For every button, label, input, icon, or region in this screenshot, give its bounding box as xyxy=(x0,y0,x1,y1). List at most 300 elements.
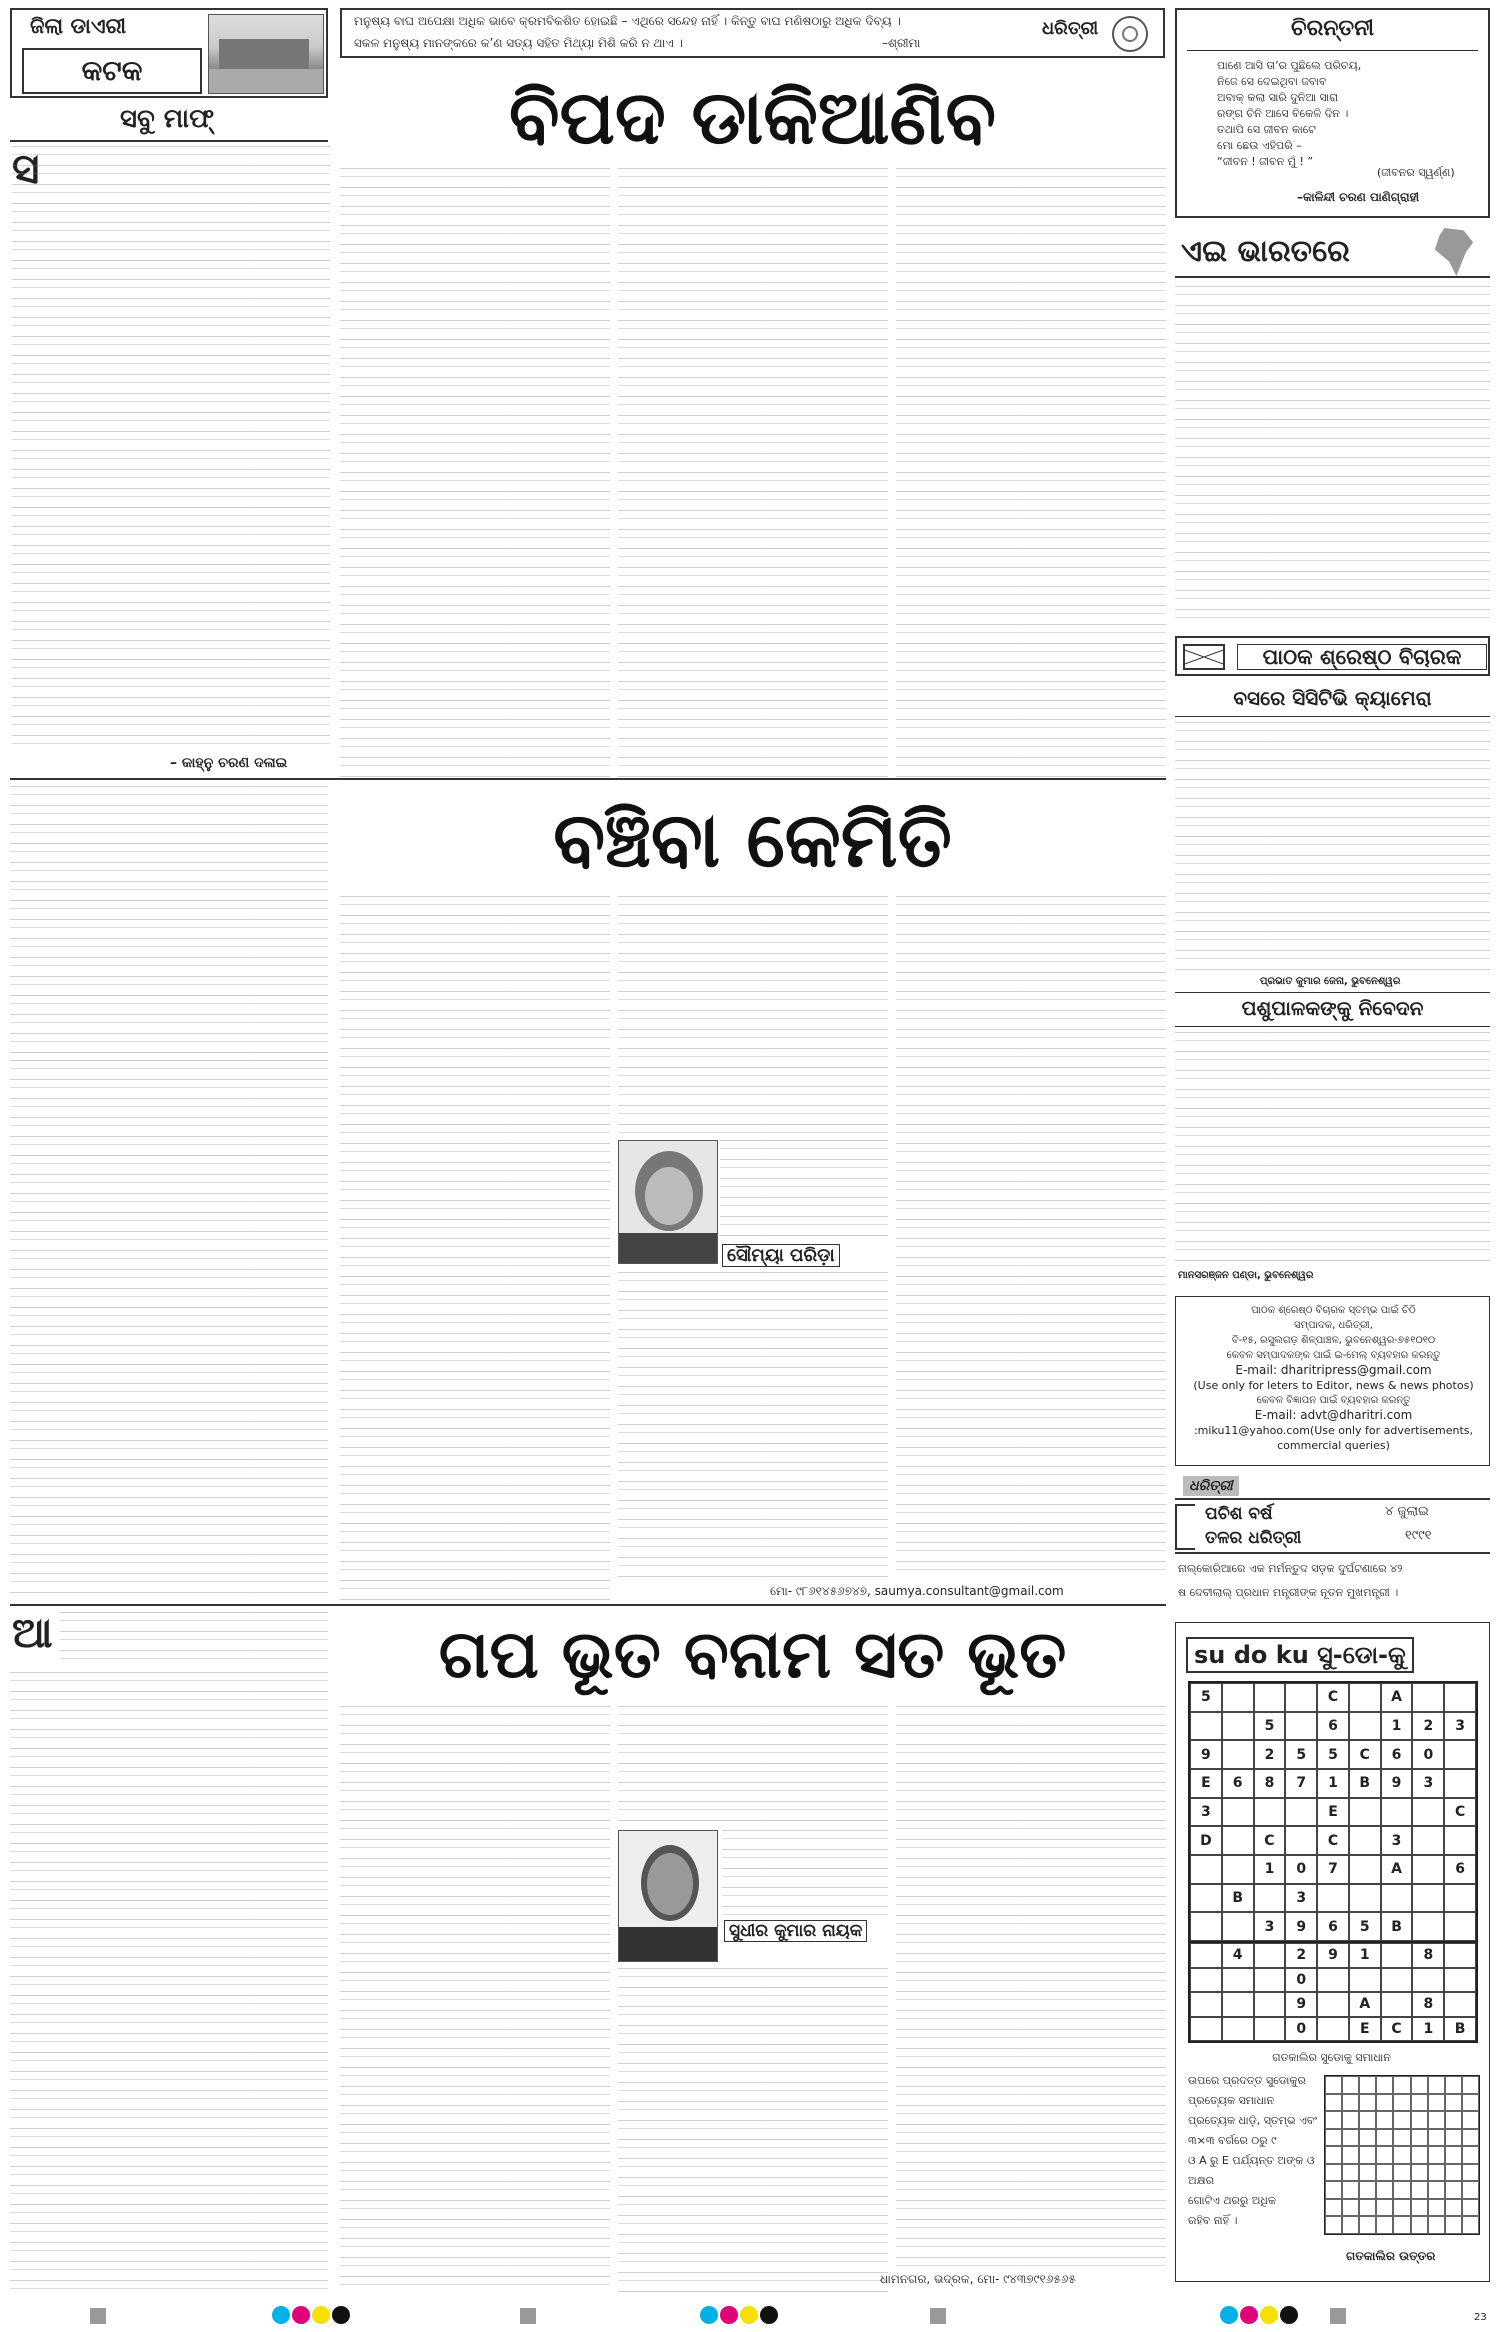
sudoku-answer-cell xyxy=(1411,2199,1428,2217)
footer-bar xyxy=(1330,2308,1346,2324)
sudoku-answer-cell xyxy=(1325,2199,1342,2217)
logo-emblem-icon xyxy=(1112,16,1148,52)
sudoku-answer-cell xyxy=(1359,2181,1376,2199)
sudoku-cell[interactable] xyxy=(1190,1912,1222,1941)
article3-col-3c xyxy=(618,1968,888,2292)
sudoku-cell[interactable] xyxy=(1381,1798,1413,1827)
poem-author: –କାଳିନ୍ଦୀ ଚରଣ ପାଣିଗ୍ରାହୀ xyxy=(1297,190,1420,204)
sudoku-cell[interactable] xyxy=(1222,1683,1254,1712)
sudoku-cell[interactable] xyxy=(1254,1683,1286,1712)
article2-col-2 xyxy=(340,896,610,1600)
sudoku-answer-cell xyxy=(1342,2094,1359,2112)
contact-line: କେବଳ ବିଜ୍ଞାପନ ପାଇଁ ବ୍ୟବହାର କରନ୍ତୁ xyxy=(1256,1395,1411,1406)
sudoku-cell[interactable]: C xyxy=(1349,1740,1381,1769)
contact-line: ସମ୍ପାଦକ, ଧରିତ୍ରୀ, xyxy=(1294,1320,1373,1331)
sudoku-answer-cell xyxy=(1342,2111,1359,2129)
sudoku-cell[interactable]: C xyxy=(1381,2017,1413,2042)
sudoku-cell[interactable] xyxy=(1222,1798,1254,1827)
envelope-icon xyxy=(1183,644,1225,670)
article2-author-name: ସୌମ୍ୟା ପରିଡ଼ା xyxy=(722,1244,840,1267)
sudoku-cell[interactable]: C xyxy=(1317,1826,1349,1855)
sudoku-answer-grid xyxy=(1324,2075,1480,2235)
sudoku-cell[interactable] xyxy=(1190,1712,1222,1741)
sudoku-cell[interactable]: A xyxy=(1381,1855,1413,1884)
sudoku-cell[interactable]: 2 xyxy=(1285,1943,1317,1968)
sudoku-cell[interactable] xyxy=(1254,1943,1286,1968)
sudoku-cell[interactable] xyxy=(1412,1912,1444,1941)
sudoku-cell[interactable]: 1 xyxy=(1317,1769,1349,1798)
sudoku-answer-cell xyxy=(1325,2111,1342,2129)
sudoku-cell[interactable] xyxy=(1412,1826,1444,1855)
sudoku-answer-cell xyxy=(1325,2076,1342,2094)
sudoku-cell[interactable]: 3 xyxy=(1412,1769,1444,1798)
sudoku-answer-cell xyxy=(1393,2076,1410,2094)
sudoku-hint: ଗତକାଲିର ସୁଡୋକୁ ସମାଧାନ xyxy=(1272,2051,1391,2064)
sudoku-cell[interactable]: 0 xyxy=(1285,1855,1317,1884)
sudoku-rule-line: ୩×୩ ବର୍ଗରେ ୦ରୁ ୯ xyxy=(1188,2134,1277,2147)
contact-email-note: (Use only for leters to Editor, news & news photos) xyxy=(1193,1379,1474,1392)
district-name: କଟକ xyxy=(22,48,202,94)
sudoku-cell[interactable]: A xyxy=(1381,1683,1413,1712)
sudoku-answer-cell xyxy=(1393,2199,1410,2217)
sudoku-cell[interactable]: 5 xyxy=(1349,1912,1381,1941)
sudoku-answer-cell xyxy=(1445,2111,1462,2129)
sudoku-cell[interactable] xyxy=(1349,1683,1381,1712)
sudoku-cell[interactable]: 9 xyxy=(1381,1769,1413,1798)
sudoku-answer-cell xyxy=(1445,2129,1462,2147)
sudoku-answer-cell xyxy=(1359,2094,1376,2112)
contact-line: କେବଳ ସମ୍ପାଦକଙ୍କ ପାଇଁ ଇ-ମେଲ୍ ବ୍ୟବହାର କରନ୍ତୁ xyxy=(1226,1350,1441,1361)
footer-bar xyxy=(520,2308,536,2324)
sudoku-cell[interactable] xyxy=(1317,2017,1349,2042)
article2-headline: ବଞ୍ଚିବା କେମିତି xyxy=(553,795,952,884)
sudoku-answer-cell xyxy=(1325,2216,1342,2234)
sudoku-cell[interactable] xyxy=(1381,1968,1413,1993)
sudoku-cell[interactable] xyxy=(1349,1712,1381,1741)
sudoku-answer-cell xyxy=(1428,2181,1445,2199)
sudoku-answer-cell xyxy=(1411,2216,1428,2234)
contact-email[interactable]: :miku11@yahoo.com(Use only for advertisements, commercial queries) xyxy=(1193,1424,1474,1452)
letter1-title: ବସରେ ସିସିଟିଭି କ୍ୟାମେରା xyxy=(1233,686,1432,710)
sudoku-cell[interactable]: 5 xyxy=(1317,1740,1349,1769)
chirantani-title: ଚିରନ୍ତନୀ xyxy=(1290,16,1375,41)
sudoku-cell[interactable]: 2 xyxy=(1254,1740,1286,1769)
footer-bar xyxy=(930,2308,946,2324)
letter1-sign: ପ୍ରଭାତ କୁମାର ଜେନା, ଭୁବନେଶ୍ୱର xyxy=(1260,976,1401,987)
sudoku-rule-line: ଓ A ରୁ E ପର୍ଯ୍ୟନ୍ତ ଅଙ୍କ ଓ ଅକ୍ଷର xyxy=(1188,2154,1315,2187)
sudoku-cell[interactable] xyxy=(1444,1912,1476,1941)
letter1-body xyxy=(1175,722,1490,972)
black-dot-icon xyxy=(1280,2306,1298,2324)
sudoku-cell[interactable] xyxy=(1349,1798,1381,1827)
letter2-body xyxy=(1175,1032,1490,1268)
sudoku-answer-cell xyxy=(1325,2164,1342,2182)
sudoku-cell[interactable] xyxy=(1222,2017,1254,2042)
sudoku-cell[interactable]: 5 xyxy=(1190,1683,1222,1712)
sudoku-cell[interactable] xyxy=(1349,1855,1381,1884)
sudoku-answer-cell xyxy=(1462,2146,1479,2164)
sudoku-answer-cell xyxy=(1411,2129,1428,2147)
sudoku-cell[interactable] xyxy=(1412,1968,1444,1993)
quote-author: –ଶ୍ରୀମା xyxy=(882,36,921,50)
sudoku-answer-cell xyxy=(1411,2164,1428,2182)
sudoku-cell[interactable] xyxy=(1254,2017,1286,2042)
article3-headline: ଗପ ଭୂତ ବନାମ ସତ ଭୂତ xyxy=(438,1616,1067,1693)
sudoku-rule-line: ପ୍ରତ୍ୟେକ ଧାଡ଼ି, ସ୍ତମ୍ଭ ଏବଂ xyxy=(1188,2114,1318,2127)
sudoku-answer-cell xyxy=(1411,2076,1428,2094)
sudoku-cell[interactable] xyxy=(1222,1992,1254,2017)
article3-col-3b xyxy=(722,1830,888,1916)
sudoku-answer-cell xyxy=(1393,2129,1410,2147)
sudoku-answer-cell xyxy=(1462,2076,1479,2094)
sudoku-cell[interactable]: 9 xyxy=(1190,1740,1222,1769)
anniversary-item-2: ଷ ଦେବୀଲାଲ୍‌ ପ୍ରଧାନ ମନ୍ତ୍ରୀଙ୍କ ନୂତନ ମୁଖମନ୍ତ୍ରୀ । xyxy=(1178,1586,1399,1599)
cyan-dot-icon xyxy=(1220,2306,1238,2324)
sudoku-cell[interactable] xyxy=(1222,1968,1254,1993)
sudoku-answer-cell xyxy=(1359,2199,1376,2217)
sudoku-cell[interactable] xyxy=(1190,1968,1222,1993)
anniversary-line2: ତଳର ଧରିତ୍ରୀ xyxy=(1205,1528,1302,1548)
sudoku-cell[interactable]: 3 xyxy=(1190,1798,1222,1827)
sudoku-cell[interactable] xyxy=(1190,1855,1222,1884)
sudoku-answer-cell xyxy=(1462,2129,1479,2147)
sudoku-cell[interactable]: 7 xyxy=(1317,1855,1349,1884)
article3-col-4 xyxy=(896,1706,1166,2266)
sudoku-cell[interactable]: 5 xyxy=(1285,1740,1317,1769)
article3-author-photo xyxy=(618,1830,718,1962)
sudoku-cell[interactable]: E xyxy=(1190,1769,1222,1798)
district-photo xyxy=(208,14,324,94)
sudoku-answer-cell xyxy=(1342,2076,1359,2094)
sudoku-answer-cell xyxy=(1411,2181,1428,2199)
sudoku-cell[interactable] xyxy=(1444,1943,1476,1968)
sudoku-answer-cell xyxy=(1342,2146,1359,2164)
sudoku-answer-label: ଗତକାଲିର ଉତ୍ତର xyxy=(1346,2249,1436,2263)
sudoku-answer-cell xyxy=(1325,2094,1342,2112)
sudoku-answer-cell xyxy=(1325,2129,1342,2147)
sudoku-cell[interactable]: B xyxy=(1381,1912,1413,1941)
sudoku-cell[interactable] xyxy=(1222,1912,1254,1941)
sudoku-answer-cell xyxy=(1445,2164,1462,2182)
article2-col-4 xyxy=(896,896,1166,1580)
article2-intro xyxy=(10,786,328,1054)
letter2-sign: ମାନସରଞ୍ଜନ ପଣ୍ଡା, ଭୁବନେଶ୍ୱର xyxy=(1178,1270,1314,1281)
page-number: 23 xyxy=(1474,2312,1487,2323)
sudoku-answer-cell xyxy=(1428,2199,1445,2217)
district-diary-label: ଜିଲା ଡାଏରୀ xyxy=(30,14,127,38)
sudoku-answer-cell xyxy=(1359,2076,1376,2094)
sudoku-cell[interactable] xyxy=(1349,1968,1381,1993)
sudoku-cell[interactable] xyxy=(1222,1740,1254,1769)
sudoku-answer-cell xyxy=(1462,2216,1479,2234)
poem-line: ଅବାକ୍ କଲା ସାରି ଦୁନିଆ ସାରା xyxy=(1217,91,1338,104)
left-article-title: ସବୁ ମାଫ୍ xyxy=(120,104,215,134)
poem-line: “ଜୀବନ ! ଜୀବନ ମୁଁ ! ” xyxy=(1217,155,1314,168)
sudoku-cell[interactable] xyxy=(1254,1798,1286,1827)
sudoku-cell[interactable]: C xyxy=(1254,1826,1286,1855)
anniversary-line1: ପଚିଶ ବର୍ଷ xyxy=(1205,1504,1273,1524)
left-article-author: – କାହ୍ନୁ ଚରଣ ଦଳାଇ xyxy=(170,755,288,771)
sudoku-cell[interactable]: 2 xyxy=(1412,1712,1444,1741)
sudoku-answer-cell xyxy=(1428,2164,1445,2182)
sudoku-answer-cell xyxy=(1376,2111,1393,2129)
sudoku-cell[interactable]: 6 xyxy=(1222,1769,1254,1798)
reader-letters-header xyxy=(1175,636,1490,676)
sudoku-cell[interactable]: 6 xyxy=(1317,1912,1349,1941)
sudoku-cell[interactable]: 6 xyxy=(1317,1712,1349,1741)
anniversary-masthead: ଧରିତ୍ରୀ xyxy=(1183,1476,1239,1496)
sudoku-box xyxy=(1175,1622,1490,2282)
sudoku-cell[interactable] xyxy=(1381,1943,1413,1968)
ei-bharat-body xyxy=(1175,286,1490,626)
sudoku-answer-cell xyxy=(1393,2181,1410,2199)
article3-intro xyxy=(60,1612,328,1668)
sudoku-cell[interactable] xyxy=(1285,1826,1317,1855)
sudoku-cell[interactable]: 4 xyxy=(1222,1943,1254,1968)
sudoku-answer-cell xyxy=(1393,2111,1410,2129)
sudoku-cell[interactable] xyxy=(1285,1712,1317,1741)
chirantani-poem xyxy=(1217,58,1477,170)
lead-body-col-2 xyxy=(618,168,888,778)
article2-col-3b xyxy=(720,1140,888,1240)
sudoku-cell[interactable] xyxy=(1412,1798,1444,1827)
black-dot-icon xyxy=(332,2306,350,2324)
sudoku-cell[interactable] xyxy=(1381,1992,1413,2017)
yellow-dot-icon xyxy=(740,2306,758,2324)
sudoku-cell[interactable] xyxy=(1317,1992,1349,2017)
sudoku-answer-cell xyxy=(1462,2111,1479,2129)
sudoku-answer-cell xyxy=(1359,2129,1376,2147)
lead-headline: ବିପଦ ଡାକିଆଣିବ xyxy=(509,75,996,161)
sudoku-cell[interactable] xyxy=(1254,1992,1286,2017)
article3-contact: ଧାମନଗର, ଭଦ୍ରକ, ମୋ- ୯୪୩୭୯୧୬୫୬୫ xyxy=(880,2272,1076,2286)
sudoku-answer-cell xyxy=(1428,2146,1445,2164)
sudoku-cell[interactable]: 0 xyxy=(1412,1740,1444,1769)
sudoku-cell[interactable] xyxy=(1444,1968,1476,1993)
sudoku-answer-cell xyxy=(1411,2094,1428,2112)
sudoku-cell[interactable]: E xyxy=(1317,1798,1349,1827)
sudoku-answer-cell xyxy=(1445,2216,1462,2234)
sudoku-answer-cell xyxy=(1325,2181,1342,2199)
sudoku-cell[interactable] xyxy=(1190,1884,1222,1913)
poem-source: (ଜୀବନର ସ୍ୱର୍ଣ୍ଣ) xyxy=(1377,166,1455,179)
sudoku-cell[interactable]: 3 xyxy=(1444,1712,1476,1741)
magenta-dot-icon xyxy=(1240,2306,1258,2324)
yellow-dot-icon xyxy=(1260,2306,1278,2324)
sudoku-answer-cell xyxy=(1393,2094,1410,2112)
poem-line: ତଥାପି ସେ ଜୀବନ କାଟେ xyxy=(1217,123,1316,136)
sudoku-cell[interactable]: 1 xyxy=(1412,2017,1444,2042)
poem-line: ନିଜେ ସେ ଦେଇଥିବା ଜବାବ xyxy=(1217,75,1327,88)
anniversary-box xyxy=(1175,1476,1490,1556)
sudoku-cell[interactable]: 7 xyxy=(1285,1769,1317,1798)
contact-email[interactable]: E-mail: dharitripress@gmail.com xyxy=(1235,1363,1432,1377)
article2-col-3c xyxy=(618,1272,888,1580)
sudoku-answer-cell xyxy=(1325,2146,1342,2164)
ei-bharat-title: ଏଇ ଭାରତରେ xyxy=(1181,234,1350,269)
lead-body-col-1 xyxy=(340,168,610,778)
sudoku-answer-cell xyxy=(1393,2146,1410,2164)
sudoku-cell[interactable]: 1 xyxy=(1254,1855,1286,1884)
sudoku-cell[interactable] xyxy=(1222,1855,1254,1884)
contact-line: ପାଠକ ଶ୍ରେଷ୍ଠ ବିଚାରକ ସ୍ତମ୍ଭ ପାଇଁ ଚିଠି xyxy=(1251,1305,1416,1316)
sudoku-cell[interactable] xyxy=(1190,2017,1222,2042)
sudoku-answer-cell xyxy=(1376,2076,1393,2094)
sudoku-cell[interactable] xyxy=(1190,1992,1222,2017)
contact-box xyxy=(1175,1296,1490,1466)
sudoku-cell[interactable]: 3 xyxy=(1381,1826,1413,1855)
sudoku-title: su do ku ସୁ-ଡୋ-କୁ xyxy=(1186,1637,1414,1673)
magenta-dot-icon xyxy=(292,2306,310,2324)
article3-col-1 xyxy=(10,1672,328,2292)
sudoku-answer-cell xyxy=(1428,2076,1445,2094)
sudoku-answer-cell xyxy=(1393,2216,1410,2234)
left-article-body xyxy=(12,146,330,750)
sudoku-answer-cell xyxy=(1411,2111,1428,2129)
sudoku-answer-cell xyxy=(1342,2199,1359,2217)
article2-col-3a xyxy=(618,896,888,1136)
article2-col-1 xyxy=(10,1060,328,1600)
sudoku-cell[interactable] xyxy=(1285,1683,1317,1712)
sudoku-cell[interactable] xyxy=(1381,1884,1413,1913)
sudoku-answer-cell xyxy=(1376,2094,1393,2112)
sudoku-grid-lower[interactable] xyxy=(1188,1943,1478,2043)
sudoku-answer-cell xyxy=(1376,2199,1393,2217)
sudoku-answer-cell xyxy=(1342,2129,1359,2147)
sudoku-answer-cell xyxy=(1359,2216,1376,2234)
sudoku-cell[interactable]: 6 xyxy=(1444,1855,1476,1884)
sudoku-cell[interactable]: C xyxy=(1444,1798,1476,1827)
sudoku-answer-cell xyxy=(1376,2164,1393,2182)
sudoku-answer-cell xyxy=(1462,2164,1479,2182)
sudoku-cell[interactable]: 8 xyxy=(1254,1769,1286,1798)
sudoku-cell[interactable]: D xyxy=(1190,1826,1222,1855)
sudoku-answer-cell xyxy=(1445,2181,1462,2199)
sudoku-cell[interactable] xyxy=(1222,1826,1254,1855)
letter2-title: ପଶୁପାଳକଙ୍କୁ ନିବେଦନ xyxy=(1241,996,1424,1020)
article3-col-3a xyxy=(618,1706,888,1826)
sudoku-answer-cell xyxy=(1462,2199,1479,2217)
ei-bharat-banner xyxy=(1175,226,1490,278)
poem-line: ପାଣେ ଆସି ତା’ର ପୁଛିଲେ ପରିଚୟ, xyxy=(1217,59,1362,72)
sudoku-cell[interactable]: B xyxy=(1444,2017,1476,2042)
sudoku-cell[interactable]: 9 xyxy=(1317,1943,1349,1968)
sudoku-answer-cell xyxy=(1393,2164,1410,2182)
sudoku-cell[interactable] xyxy=(1222,1712,1254,1741)
sudoku-cell[interactable]: 8 xyxy=(1412,1943,1444,1968)
sudoku-cell[interactable]: A xyxy=(1349,1992,1381,2017)
yellow-dot-icon xyxy=(312,2306,330,2324)
article3-dropcap: ଆ xyxy=(12,1608,53,1657)
sudoku-cell[interactable]: 1 xyxy=(1349,1943,1381,1968)
sudoku-cell[interactable]: 9 xyxy=(1285,1912,1317,1941)
sudoku-grid[interactable] xyxy=(1188,1681,1478,1943)
masthead-small: ଧରିତ୍ରୀ xyxy=(1042,18,1099,39)
quote-line-2: ସକଳ ମନୁଷ୍ୟ ମାନଙ୍କରେ କ’ଣ ସତ୍ୟ ସହିତ ମିଥ୍ୟା ମିଶି କରି ନ ଥାଏ । xyxy=(354,36,683,50)
article2-author-photo xyxy=(618,1140,718,1264)
cyan-dot-icon xyxy=(700,2306,718,2324)
sudoku-answer-cell xyxy=(1376,2181,1393,2199)
sudoku-cell[interactable] xyxy=(1254,1884,1286,1913)
sudoku-answer-cell xyxy=(1428,2129,1445,2147)
sudoku-cell[interactable]: 0 xyxy=(1285,2017,1317,2042)
sudoku-cell[interactable] xyxy=(1285,1798,1317,1827)
sudoku-cell[interactable] xyxy=(1412,1855,1444,1884)
poem-line: ରଙ୍ଗ ଚିନି ଆସେ ବିକେଳି ଦିନ । xyxy=(1217,107,1349,120)
sudoku-cell[interactable] xyxy=(1349,1826,1381,1855)
sudoku-cell[interactable]: 3 xyxy=(1254,1912,1286,1941)
poem-line: ମୋ ଛେଉ ଏହିପରି – xyxy=(1217,139,1302,152)
sudoku-cell[interactable]: B xyxy=(1349,1769,1381,1798)
sudoku-cell[interactable]: C xyxy=(1317,1683,1349,1712)
sudoku-cell[interactable] xyxy=(1317,1884,1349,1913)
sudoku-answer-cell xyxy=(1428,2216,1445,2234)
sudoku-answer-cell xyxy=(1359,2146,1376,2164)
sudoku-answer-cell xyxy=(1428,2094,1445,2112)
sudoku-cell[interactable] xyxy=(1412,1683,1444,1712)
lead-body-col-3 xyxy=(896,168,1166,778)
article3-author-name: ସୁଧୀର କୁମାର ନାୟକ xyxy=(724,1920,867,1942)
article2-contact[interactable]: ମୋ- ୯୮୬୧୪୫୬୭୪୭, saumya.consultant@gmail.com xyxy=(770,1584,1064,1598)
sudoku-rules xyxy=(1188,2071,1318,2231)
sudoku-cell[interactable]: 5 xyxy=(1254,1712,1286,1741)
sudoku-cell[interactable] xyxy=(1412,1884,1444,1913)
article3-col-2 xyxy=(340,1706,610,2292)
quote-line-1: ମନୁଷ୍ୟ ବାଘ ଅପେକ୍ଷା ଅଧିକ ଭାବେ କ୍ରମବିକଶିତ ହୋଇଛି – ଏଥିରେ ସନ୍ଦେହ ନାହିଁ । କିନ୍ତୁ ବାଘ ମଣିଷଠାରୁ ଅଧିକ ଦିବ୍ୟ । xyxy=(354,14,901,28)
district-diary-box xyxy=(10,8,328,98)
sudoku-cell[interactable] xyxy=(1444,1740,1476,1769)
sudoku-cell[interactable] xyxy=(1444,1769,1476,1798)
sudoku-answer-cell xyxy=(1342,2164,1359,2182)
sudoku-cell[interactable]: 3 xyxy=(1285,1884,1317,1913)
footer-bar xyxy=(90,2308,106,2324)
sudoku-answer-cell xyxy=(1376,2216,1393,2234)
sudoku-cell[interactable]: 8 xyxy=(1412,1992,1444,2017)
anniversary-date: ୪ ଜୁଲାଇ xyxy=(1385,1504,1429,1519)
sudoku-cell[interactable] xyxy=(1190,1943,1222,1968)
sudoku-cell[interactable]: E xyxy=(1349,2017,1381,2042)
magenta-dot-icon xyxy=(720,2306,738,2324)
sudoku-rule-line: ଗୋଟିଏ ଥରରୁ ଅଧିକ xyxy=(1188,2194,1276,2207)
sudoku-cell[interactable] xyxy=(1444,1683,1476,1712)
sudoku-cell[interactable]: 6 xyxy=(1381,1740,1413,1769)
sudoku-cell[interactable]: B xyxy=(1222,1884,1254,1913)
chirantani-box xyxy=(1175,8,1490,218)
sudoku-cell[interactable] xyxy=(1349,1884,1381,1913)
sudoku-answer-cell xyxy=(1445,2146,1462,2164)
sudoku-answer-cell xyxy=(1462,2094,1479,2112)
sudoku-rule-line: ଉପରେ ପ୍ରଦତ୍ତ ସୁଡୋକୁର ପ୍ରତ୍ୟେକ ସମାଧାନ xyxy=(1188,2074,1306,2107)
black-dot-icon xyxy=(760,2306,778,2324)
sudoku-answer-cell xyxy=(1428,2111,1445,2129)
sudoku-answer-cell xyxy=(1376,2129,1393,2147)
sudoku-cell[interactable] xyxy=(1444,1884,1476,1913)
sudoku-answer-cell xyxy=(1445,2076,1462,2094)
contact-email[interactable]: E-mail: advt@dharitri.com xyxy=(1254,1408,1413,1422)
left-dropcap: ସ xyxy=(12,144,40,193)
sudoku-cell[interactable]: 0 xyxy=(1285,1968,1317,1993)
sudoku-cell[interactable] xyxy=(1254,1968,1286,1993)
contact-line: ବି-୧୫, ରସୁଲଗଡ଼ ଶିଳ୍ପାଞ୍ଚଳ, ଭୁବନେଶ୍ୱର-୭୫୧୦୧୦ xyxy=(1231,1335,1436,1346)
sudoku-answer-cell xyxy=(1462,2181,1479,2199)
sudoku-answer-cell xyxy=(1411,2146,1428,2164)
sudoku-cell[interactable] xyxy=(1444,1826,1476,1855)
sudoku-cell[interactable]: 9 xyxy=(1285,1992,1317,2017)
sudoku-cell[interactable] xyxy=(1444,1992,1476,2017)
sudoku-answer-cell xyxy=(1445,2199,1462,2217)
sudoku-cell[interactable]: 1 xyxy=(1381,1712,1413,1741)
sudoku-cell[interactable] xyxy=(1317,1968,1349,1993)
